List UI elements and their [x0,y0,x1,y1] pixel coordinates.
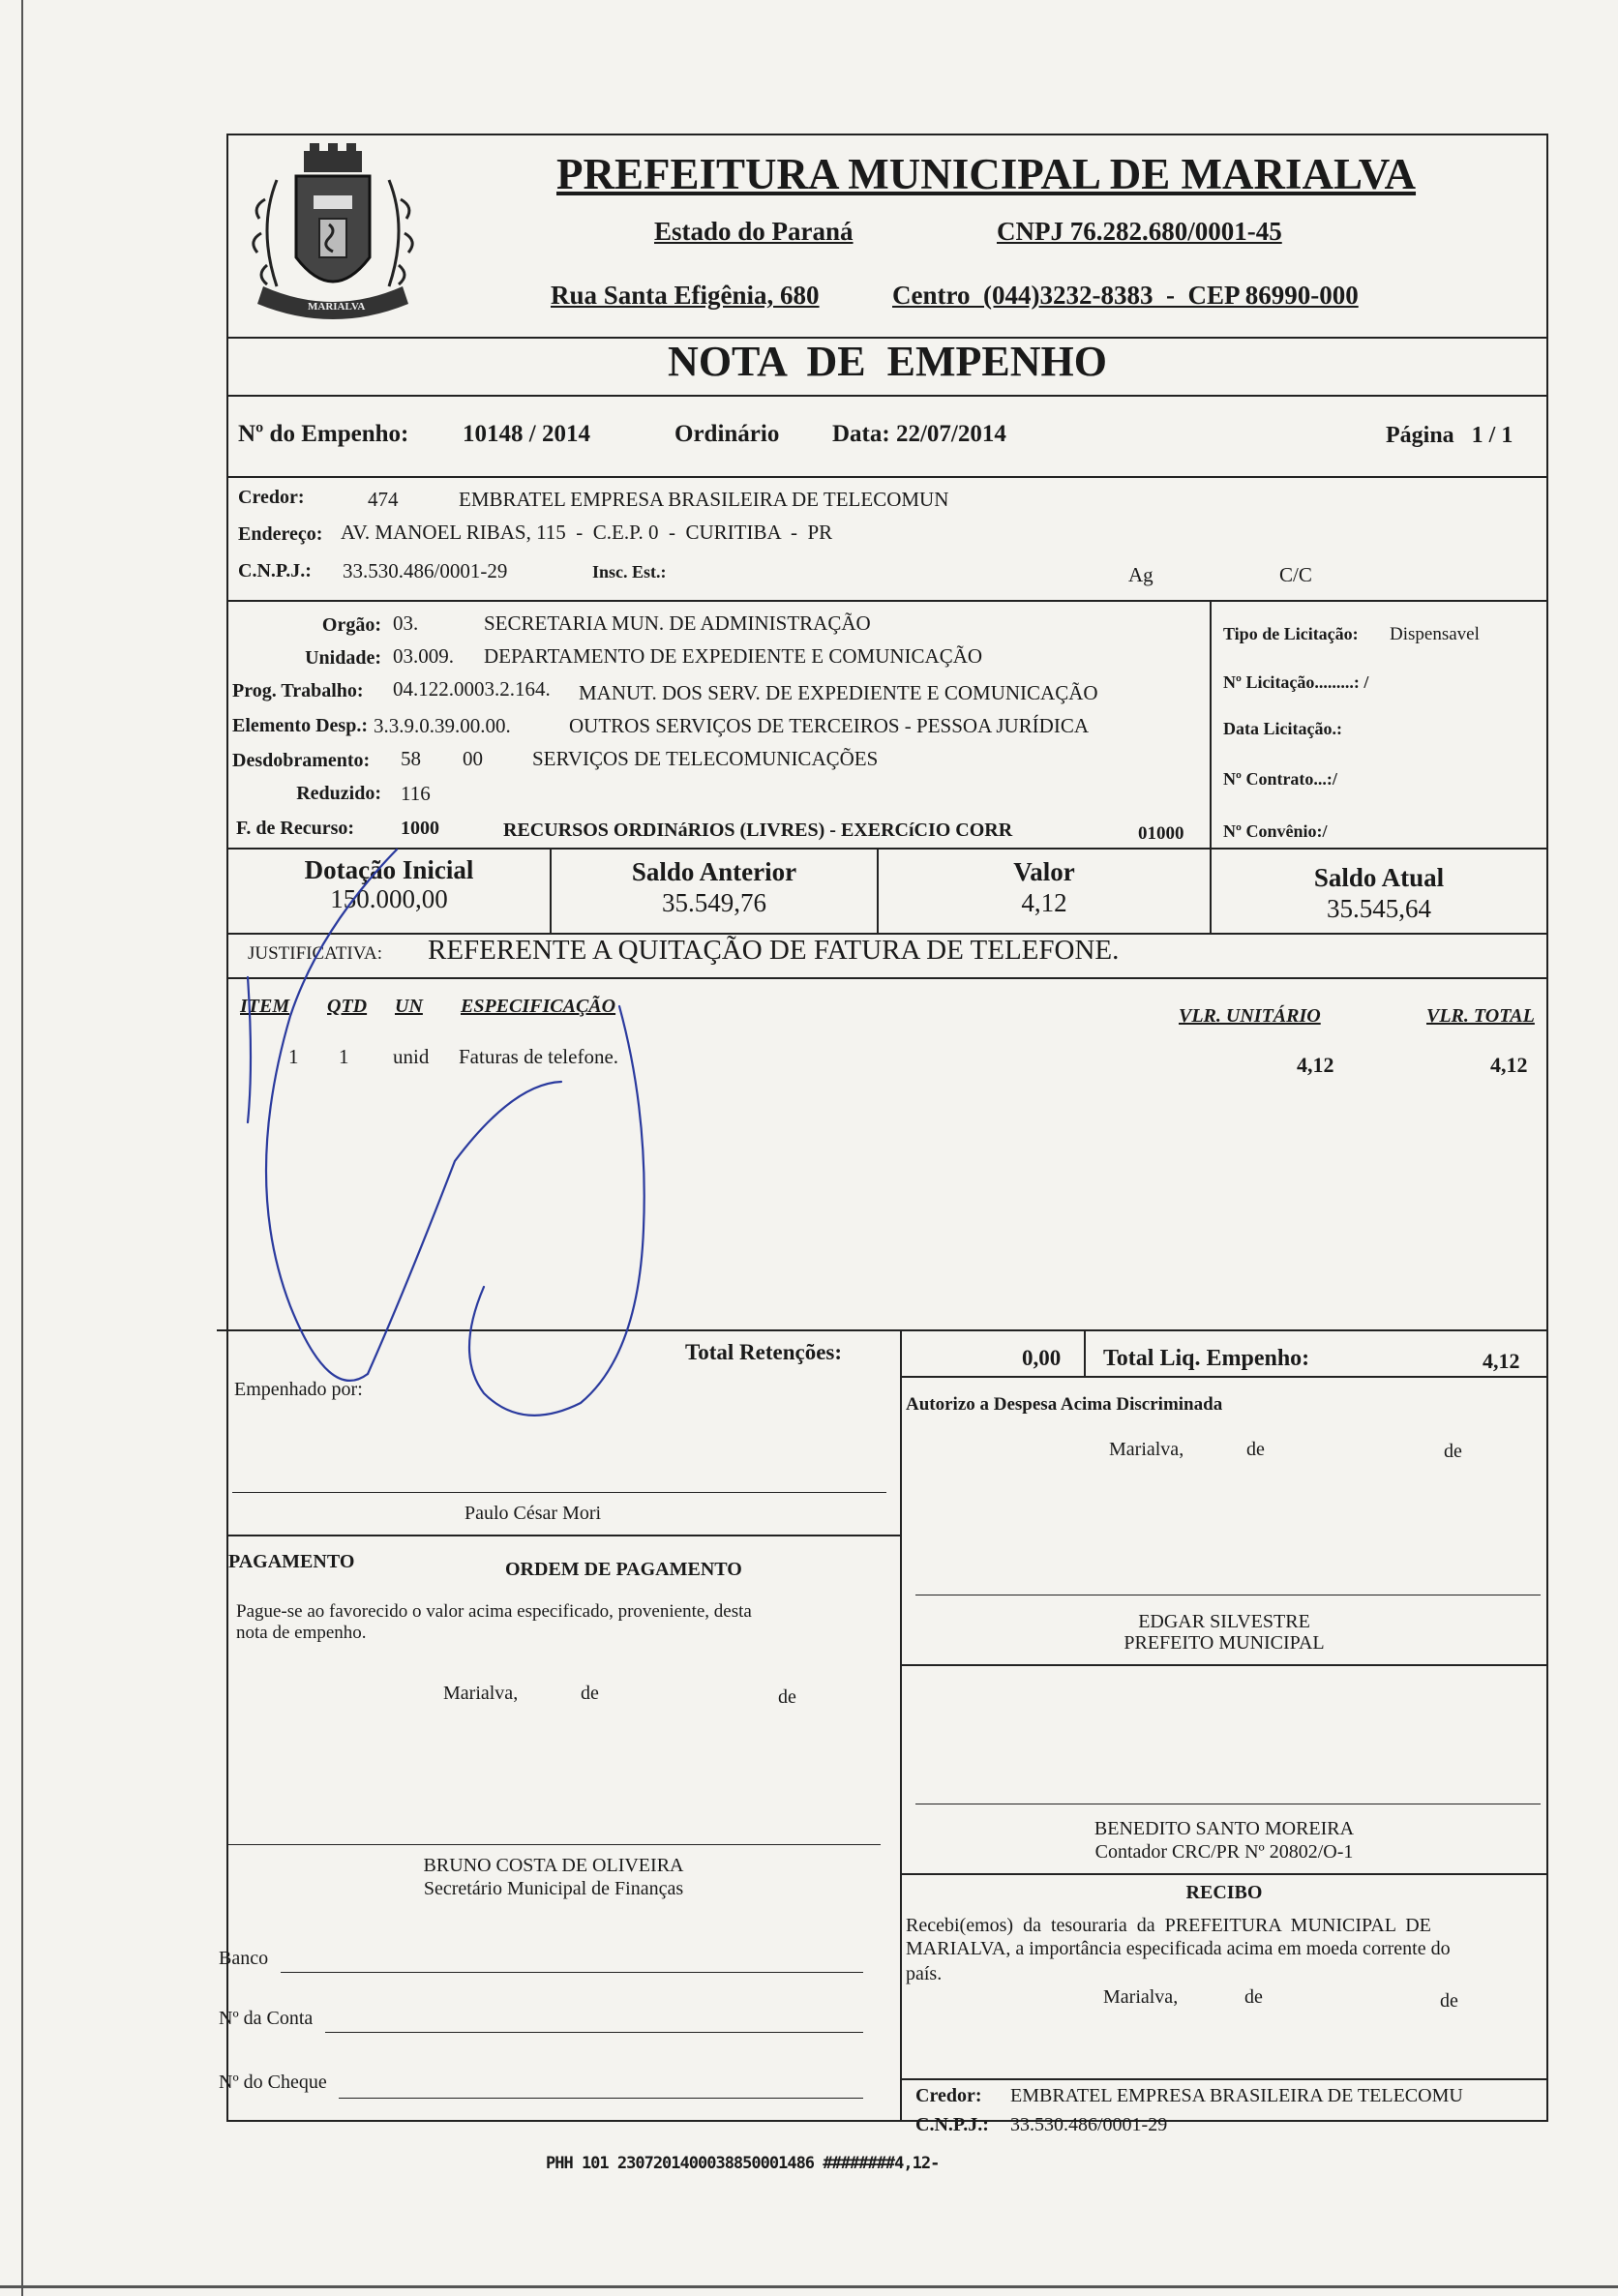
municipality-cnpj: CNPJ 76.282.680/0001-45 [997,217,1282,246]
saldo-atual-value: 35.545,64 [1327,894,1431,923]
seal-banner-text: MARIALVA [308,301,366,313]
empenho-date: Data: 22/07/2014 [832,421,1006,447]
dotacao-inicial-value: 150.000,00 [330,884,448,913]
reduzido-value: 116 [401,782,431,805]
valor-value: 4,12 [1021,888,1067,917]
pagamento-de-2: de [778,1686,796,1708]
pagamento-label: PAGAMENTO [228,1551,355,1572]
municipality-contact: Centro (044)3232-8383 - CEP 86990-000 [892,281,1359,310]
tipo-licitacao-label: Tipo de Licitação: [1223,624,1359,643]
recibo-de-2: de [1440,1990,1458,2012]
recibo-text-line-2: MARIALVA, a importância especificada acima em moeda corrente do [906,1938,1451,1959]
convenio-label: Nº Convênio:/ [1223,821,1328,841]
orgao-code: 03. [393,611,419,635]
prefeito-role: PREFEITO MUNICIPAL [1124,1632,1325,1654]
recibo-city: Marialva, [1103,1986,1179,2008]
recibo-cnpj-value: 33.530.486/0001-29 [1010,2114,1168,2135]
orgao-name: SECRETARIA MUN. DE ADMINISTRAÇÃO [484,611,871,635]
insc-est-label: Insc. Est.: [592,562,667,581]
autorizo-de-2: de [1444,1441,1462,1462]
saldo-atual-label: Saldo Atual [1313,863,1445,892]
empenho-number: 10148 / 2014 [463,421,590,447]
autorizo-de-1: de [1246,1439,1265,1460]
document-title: NOTA DE EMPENHO [668,338,1107,385]
desdobramento-code: 58 [401,747,421,770]
ag-label: Ag [1128,563,1154,586]
secretario-role: Secretário Municipal de Finanças [423,1878,684,1899]
recibo-credor-label: Credor: [915,2085,982,2106]
col-header-vlr-unitario: VLR. UNITÁRIO [1179,1005,1321,1027]
empenho-label: Nº do Empenho: [238,421,409,447]
credor-label: Credor: [238,487,305,508]
empenho-type: Ordinário [674,421,780,447]
item-number: 1 [288,1045,299,1068]
contador-role: Contador CRC/PR Nº 20802/O-1 [1094,1841,1354,1863]
recibo-cnpj-label: C.N.P.J.: [915,2114,989,2135]
creditor-cnpj-label: C.N.P.J.: [238,560,312,581]
elemento-code: 3.3.9.0.39.00.00. [374,714,511,737]
pagamento-city: Marialva, [443,1683,519,1704]
pagamento-text-line-1: Pague-se ao favorecido o valor acima especificado, proveniente, desta [236,1601,752,1622]
unidade-label: Unidade: [305,647,381,669]
empenhado-por-label: Empenhado por: [234,1379,363,1400]
col-header-item: ITEM [240,996,290,1017]
recibo-title: RECIBO [1185,1882,1263,1903]
elemento-name: OUTROS SERVIÇOS DE TERCEIROS - PESSOA JURÍDICA [569,714,1090,737]
recibo-text-line-1: Recebi(emos) da tesouraria da PREFEITURA MUNICIPAL DE [906,1915,1431,1936]
contador-name: BENEDITO SANTO MOREIRA [1094,1818,1355,1839]
orgao-label: Orgão: [321,614,381,636]
autorizo-label: Autorizo a Despesa Acima Discriminada [906,1394,1223,1415]
state-name: Estado do Paraná [654,217,854,246]
tipo-licitacao-value: Dispensavel [1390,624,1480,644]
pagamento-de-1: de [581,1683,599,1704]
valor-label: Valor [1013,857,1075,886]
total-liquido-label: Total Liq. Empenho: [1103,1346,1310,1371]
desdobramento-sub: 00 [463,747,483,770]
banco-label: Banco [219,1948,269,1969]
item-unit: unid [393,1045,430,1068]
autorizo-city: Marialva, [1109,1439,1184,1460]
saldo-anterior-value: 35.549,76 [662,888,766,917]
prog-trabalho-name: MANUT. DOS SERV. DE EXPEDIENTE E COMUNICAÇÃO [579,681,1098,704]
saldo-anterior-label: Saldo Anterior [631,857,797,886]
conta-label: Nº da Conta [219,2008,314,2029]
prog-trabalho-label: Prog. Trabalho: [232,680,364,701]
scan-edge-bottom [0,2285,1618,2288]
endereco-label: Endereço: [238,523,323,545]
justificativa-text: REFERENTE A QUITAÇÃO DE FATURA DE TELEFONE. [428,935,1120,966]
municipality-title: PREFEITURA MUNICIPAL DE MARIALVA [556,150,1417,198]
item-description: Faturas de telefone. [459,1045,619,1068]
cc-label: C/C [1279,563,1312,586]
fonte-recurso-code: 1000 [401,818,439,839]
col-header-vlr-total: VLR. TOTAL [1426,1005,1535,1027]
fonte-recurso-label: F. de Recurso: [236,818,355,839]
credor-name: EMBRATEL EMPRESA BRASILEIRA DE TELECOMUN [459,488,949,511]
footer-print-code: PHH 101 2307201400038850001486 ########4,12- [546,2154,940,2173]
col-header-qtd: QTD [327,996,368,1017]
scan-edge-left [21,0,23,2296]
desdobramento-name: SERVIÇOS DE TELECOMUNICAÇÕES [532,747,879,770]
ordem-pagamento-label: ORDEM DE PAGAMENTO [505,1559,742,1580]
fonte-recurso-name: RECURSOS ORDINáRIOS (LIVRES) - EXERCíCIO CORR [503,820,1013,841]
municipality-address: Rua Santa Efigênia, 680 [551,281,820,310]
endereco-value: AV. MANOEL RIBAS, 115 - C.E.P. 0 - CURITIBA - PR [341,521,833,544]
item-total-price: 4,12 [1490,1053,1528,1077]
item-unit-price: 4,12 [1297,1053,1334,1077]
fonte-recurso-number: 01000 [1138,823,1184,844]
col-header-un: UN [395,996,423,1017]
dotacao-inicial-label: Dotação Inicial [304,855,474,884]
num-licitacao-label: Nº Licitação.........: / [1223,672,1369,692]
elemento-label: Elemento Desp.: [232,715,368,736]
secretario-name: BRUNO COSTA DE OLIVEIRA [423,1855,684,1876]
credor-code: 474 [368,488,399,511]
recibo-credor-name: EMBRATEL EMPRESA BRASILEIRA DE TELECOMU [1010,2085,1463,2106]
total-retencoes-value: 0,00 [1022,1346,1062,1370]
col-header-especificacao: ESPECIFICAÇÃO [461,996,616,1017]
page-number: Página 1 / 1 [1386,423,1513,448]
creditor-cnpj-value: 33.530.486/0001-29 [343,559,508,582]
justificativa-label: JUSTIFICATIVA: [248,943,383,964]
prefeito-name: EDGAR SILVESTRE [1138,1611,1310,1632]
reduzido-label: Reduzido: [296,783,381,804]
recibo-de-1: de [1244,1986,1263,2008]
cheque-label: Nº do Cheque [219,2072,327,2093]
total-liquido-value: 4,12 [1483,1349,1520,1373]
recibo-text-line-3: país. [906,1963,943,1984]
pagamento-text-line-2: nota de empenho. [236,1623,367,1643]
unidade-name: DEPARTAMENTO DE EXPEDIENTE E COMUNICAÇÃO [484,644,983,668]
contrato-label: Nº Contrato...:/ [1223,769,1337,789]
data-licitacao-label: Data Licitação.: [1223,719,1342,738]
unidade-code: 03.009. [393,644,454,668]
empenhado-signer: Paulo César Mori [464,1503,602,1524]
total-retencoes-label: Total Retenções: [685,1340,843,1364]
desdobramento-label: Desdobramento: [232,750,371,771]
prog-trabalho-code: 04.122.0003.2.164. [393,677,551,701]
item-qty: 1 [339,1045,349,1068]
